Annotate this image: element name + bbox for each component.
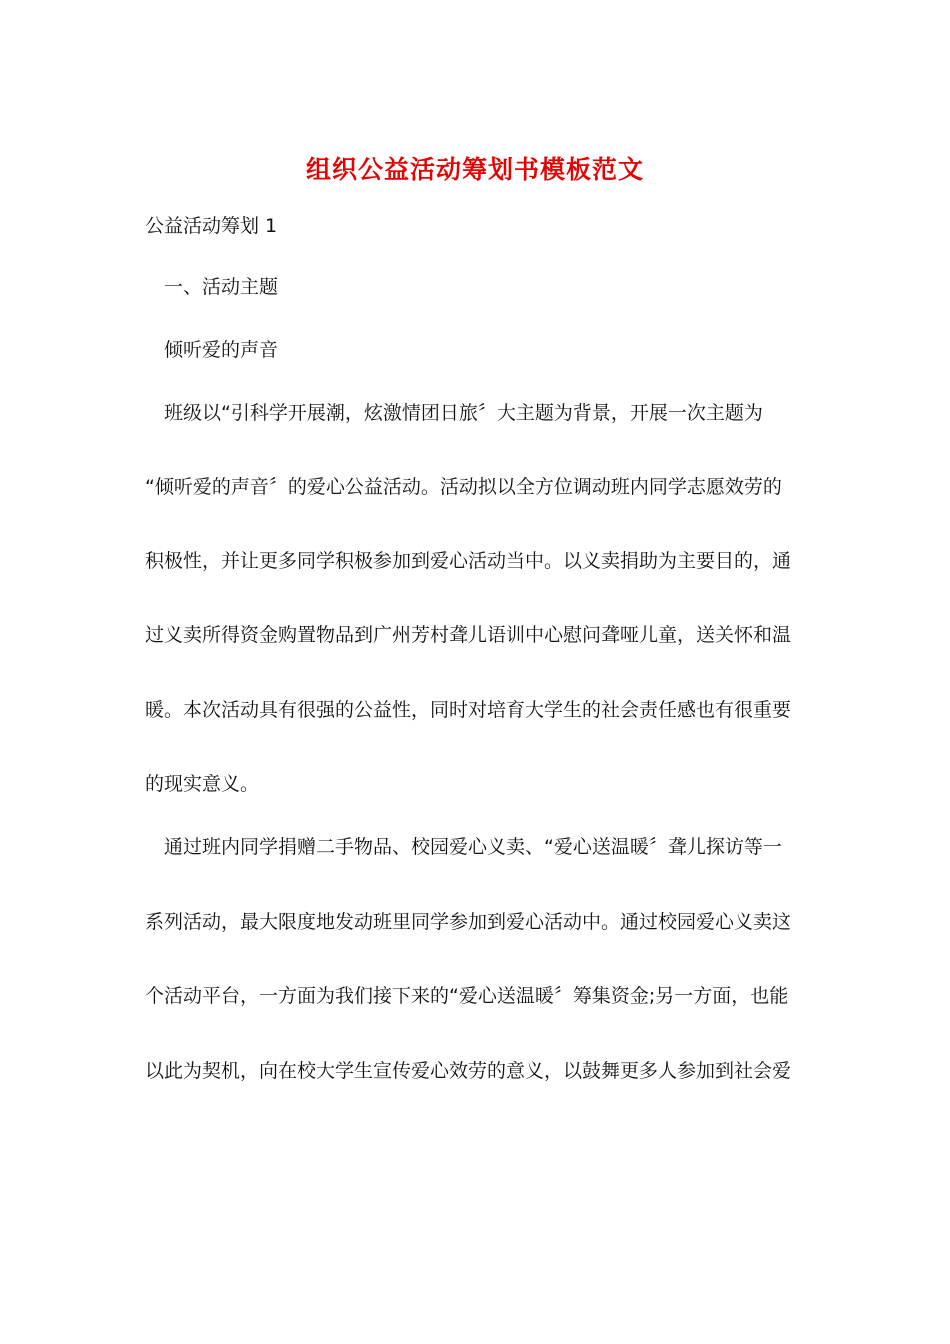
paragraph-2-line: 以此为契机，向在校大学生宣传爱心效劳的意义，以鼓舞更多人参加到社会爱 bbox=[145, 1060, 792, 1082]
heading-activity-theme: 一、活动主题 bbox=[164, 276, 279, 298]
paragraph-1-line: “倾听爱的声音〞的爱心公益活动。活动拟以全方位调动班内同学志愿效劳的 bbox=[145, 476, 782, 498]
paragraph-2-line: 个活动平台，一方面为我们接下来的“爱心送温暖〞筹集资金;另一方面，也能 bbox=[145, 985, 789, 1007]
paragraph-1-line: 积极性，并让更多同学积极参加到爱心活动当中。以义卖捐助为主要目的，通 bbox=[145, 550, 792, 572]
paragraph-2-line: 系列活动，最大限度地发动班里同学参加到爱心活动中。通过校园爱心义卖这 bbox=[145, 911, 792, 933]
paragraph-1-line: 的现实意义。 bbox=[145, 773, 260, 795]
paragraph-1-line: 过义卖所得资金购置物品到广州芳村聋儿语训中心慰问聋哑儿童，送关怀和温 bbox=[145, 624, 792, 646]
paragraph-1-line: 班级以“引科学开展潮，炫激情团日旅〞大主题为背景，开展一次主题为 bbox=[164, 402, 763, 424]
document-title: 组织公益活动筹划书模板范文 bbox=[305, 155, 644, 184]
paragraph-1-line: 暖。本次活动具有很强的公益性，同时对培育大学生的社会责任感也有很重要 bbox=[145, 699, 792, 721]
paragraph-2-line: 通过班内同学捐赠二手物品、校园爱心义卖、“爱心送温暖〞聋儿探访等一 bbox=[164, 836, 782, 858]
section-heading: 公益活动筹划 1 bbox=[145, 215, 278, 237]
theme-text: 倾听爱的声音 bbox=[164, 339, 279, 361]
